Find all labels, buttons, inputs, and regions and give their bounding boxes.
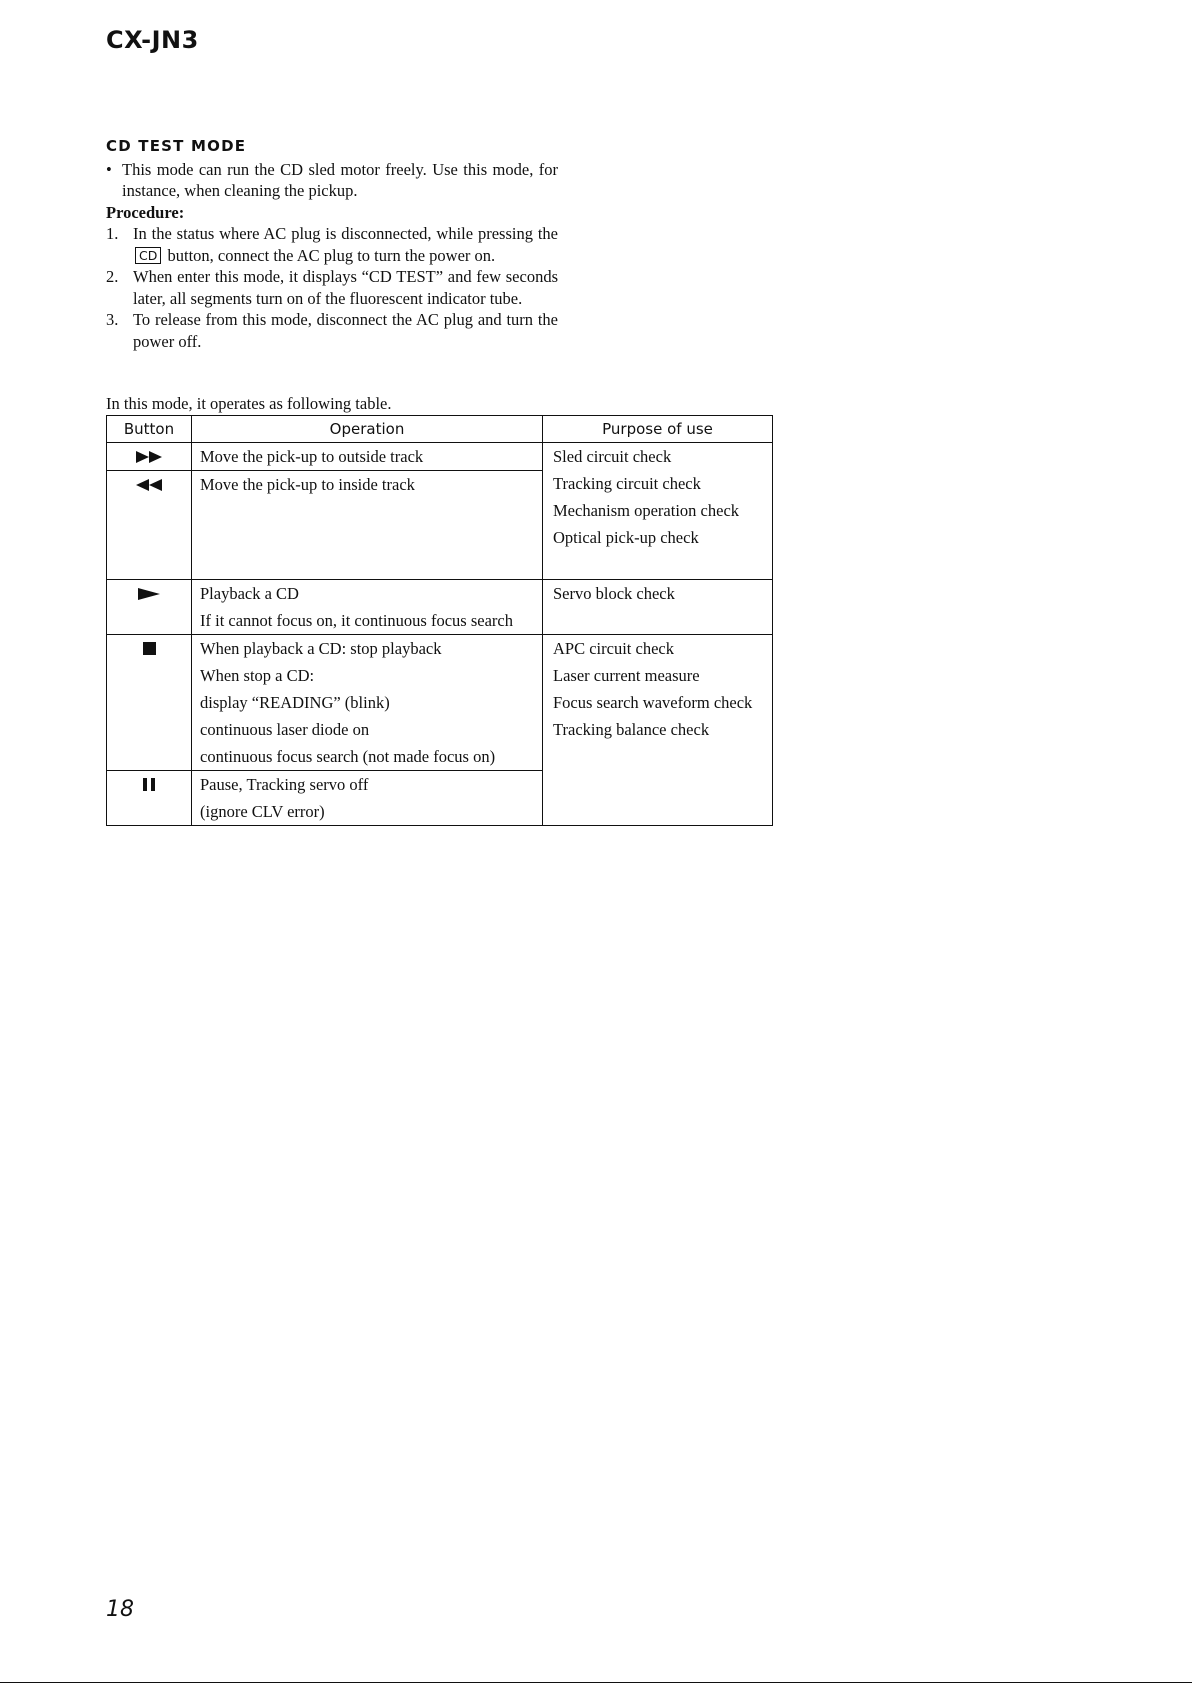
operation-line: continuous focus search (not made focus on) [200, 747, 496, 766]
table-intro: In this mode, it operates as following table. [106, 394, 392, 413]
purpose-cell [543, 443, 773, 580]
operation-line: When stop a CD: [200, 666, 315, 685]
operation-line: (ignore CLV error) [200, 802, 325, 821]
rewind-icon [136, 479, 162, 491]
test-mode-table [106, 415, 773, 826]
button-cell [107, 635, 192, 771]
purpose-cell [543, 635, 773, 826]
table-row [107, 635, 773, 771]
procedure-label: Procedure: [106, 202, 185, 222]
bullet-mark: • [106, 159, 112, 179]
operation-line: When playback a CD: stop playback [200, 639, 442, 658]
operation-line: Move the pick-up to inside track [200, 475, 415, 494]
bottom-divider [0, 1682, 1192, 1683]
step-text [133, 223, 558, 266]
procedure-steps [106, 223, 558, 352]
table-row [107, 580, 773, 635]
operation-line: Pause, Tracking servo off [200, 775, 369, 794]
operation-cell [192, 471, 543, 580]
purpose-line: Mechanism operation check [553, 501, 740, 520]
header-operation: Operation [192, 416, 543, 443]
purpose-line: APC circuit check [553, 639, 674, 658]
purpose-cell [543, 580, 773, 635]
operation-cell [192, 635, 543, 771]
step-number: 3. [106, 310, 119, 329]
purpose-line: Sled circuit check [553, 447, 672, 466]
section-title: CD TEST MODE [106, 137, 247, 155]
procedure-step [106, 223, 558, 266]
header-purpose: Purpose of use [543, 416, 773, 443]
table-header-row [107, 416, 773, 443]
procedure-step [106, 309, 558, 352]
purpose-line: Tracking balance check [553, 720, 710, 739]
operation-line: continuous laser diode on [200, 720, 370, 739]
cd-key-label: CD [135, 247, 161, 264]
procedure-step [106, 266, 558, 309]
button-cell [107, 580, 192, 635]
operation-cell [192, 443, 543, 471]
pause-icon [143, 778, 155, 791]
purpose-line: Tracking circuit check [553, 474, 701, 493]
intro-bullet [106, 159, 558, 202]
step-text-before-key: In the status where AC plug is disconnected, while pressing the [133, 224, 558, 243]
cd-test-mode-section [106, 136, 558, 352]
header-button: Button [107, 416, 192, 443]
purpose-line: Servo block check [553, 584, 675, 603]
step-number: 2. [106, 267, 119, 286]
operation-cell [192, 771, 543, 826]
purpose-line: Laser current measure [553, 666, 700, 685]
purpose-line: Focus search waveform check [553, 693, 753, 712]
page-number: 18 [106, 1597, 134, 1622]
table-row [107, 443, 773, 471]
step-text-after-key: button, connect the AC plug to turn the power on. [167, 245, 496, 265]
operation-line: display “READING” (blink) [200, 693, 390, 712]
step-text: To release from this mode, disconnect the AC plug and turn the power off. [133, 310, 558, 351]
button-cell [107, 471, 192, 580]
operation-line: Playback a CD [200, 584, 299, 603]
fast-forward-icon [136, 451, 162, 463]
play-icon [138, 588, 160, 600]
operation-cell [192, 580, 543, 635]
step-text: When enter this mode, it displays “CD TEST” and few seconds later, all segments turn on of the fluorescent indicator tube. [133, 267, 558, 308]
step-number: 1. [106, 224, 119, 243]
button-cell [107, 771, 192, 826]
button-cell [107, 443, 192, 471]
intro-bullet-text: This mode can run the CD sled motor freely. Use this mode, for instance, when cleaning the pickup. [122, 159, 558, 200]
operation-line: If it cannot focus on, it continuous focus search [200, 611, 513, 630]
purpose-line: Optical pick-up check [553, 528, 699, 547]
model-name: CX-JN3 [106, 26, 199, 54]
stop-icon [143, 642, 156, 655]
operation-line: Move the pick-up to outside track [200, 447, 424, 466]
